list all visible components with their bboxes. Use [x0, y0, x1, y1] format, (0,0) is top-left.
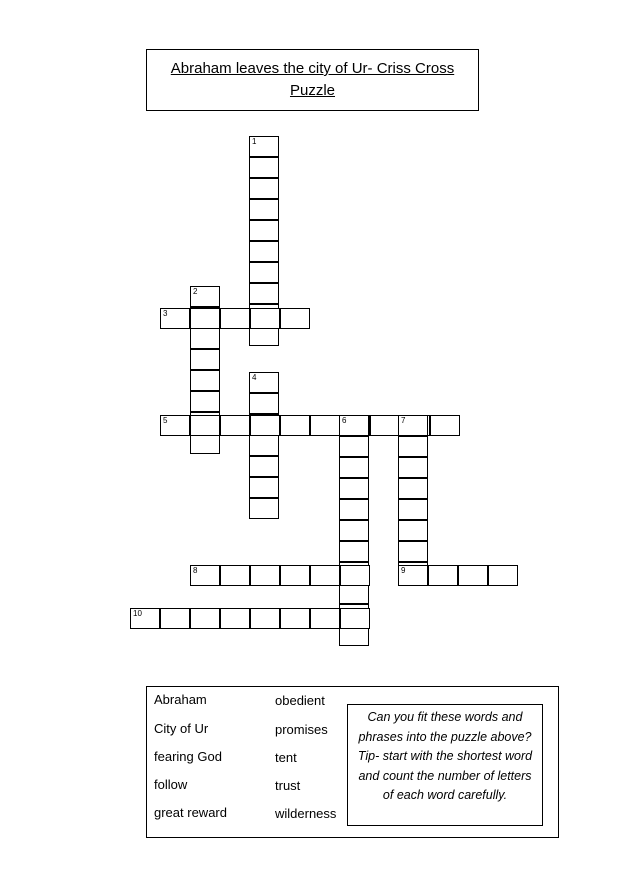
grid-cell[interactable] — [250, 415, 280, 436]
word-bank-item: tent — [275, 750, 297, 765]
grid-cell[interactable] — [398, 520, 428, 541]
grid-cell[interactable] — [160, 308, 190, 329]
grid-cell[interactable] — [339, 499, 369, 520]
grid-cell[interactable] — [339, 457, 369, 478]
grid-cell[interactable] — [339, 436, 369, 457]
grid-cell[interactable] — [280, 565, 310, 586]
grid-cell[interactable] — [280, 308, 310, 329]
grid-cell[interactable] — [220, 608, 250, 629]
grid-cell[interactable] — [249, 498, 279, 519]
clue-number: 1 — [252, 137, 257, 146]
grid-cell[interactable] — [370, 415, 400, 436]
grid-cell[interactable] — [398, 436, 428, 457]
tip-text: Can you fit these words and phrases into the puzzle above? Tip- start with the shortest word and count the number of letters of each word carefully. — [347, 704, 543, 826]
grid-cell[interactable] — [339, 520, 369, 541]
word-bank-item: promises — [275, 722, 328, 737]
grid-cell[interactable] — [249, 435, 279, 456]
grid-cell[interactable] — [249, 456, 279, 477]
grid-cell[interactable] — [190, 433, 220, 454]
word-bank-item: follow — [154, 777, 188, 792]
clue-number: 6 — [342, 416, 347, 425]
grid-cell[interactable] — [250, 608, 280, 629]
grid-cell[interactable] — [190, 391, 220, 412]
grid-cell[interactable] — [339, 415, 369, 436]
clue-number: 8 — [193, 566, 198, 575]
grid-cell[interactable] — [398, 541, 428, 562]
grid-cell[interactable] — [280, 415, 310, 436]
grid-cell[interactable] — [249, 262, 279, 283]
grid-cell[interactable] — [488, 565, 518, 586]
grid-cell[interactable] — [398, 457, 428, 478]
grid-cell[interactable] — [190, 608, 220, 629]
grid-cell[interactable] — [249, 477, 279, 498]
grid-cell[interactable] — [310, 415, 340, 436]
grid-cell[interactable] — [398, 478, 428, 499]
word-bank-item: great reward — [154, 805, 227, 820]
grid-cell[interactable] — [249, 199, 279, 220]
word-bank-item: trust — [275, 778, 301, 793]
grid-cell[interactable] — [340, 565, 370, 586]
grid-cell[interactable] — [190, 415, 220, 436]
grid-cell[interactable] — [190, 286, 220, 307]
clue-number: 2 — [193, 287, 198, 296]
grid-cell[interactable] — [220, 565, 250, 586]
clue-number: 10 — [133, 609, 142, 618]
word-bank-item: Abraham — [154, 692, 207, 707]
grid-cell[interactable] — [398, 565, 428, 586]
clue-number: 7 — [401, 416, 406, 425]
grid-cell[interactable] — [160, 608, 190, 629]
grid-cell[interactable] — [428, 565, 458, 586]
grid-cell[interactable] — [190, 370, 220, 391]
grid-cell[interactable] — [249, 393, 279, 414]
grid-cell[interactable] — [190, 328, 220, 349]
grid-cell[interactable] — [458, 565, 488, 586]
clue-number: 9 — [401, 566, 406, 575]
grid-cell[interactable] — [250, 565, 280, 586]
puzzle-title: Abraham leaves the city of Ur- Criss Cross Puzzle — [146, 49, 479, 111]
clue-number: 5 — [163, 416, 168, 425]
grid-cell[interactable] — [249, 283, 279, 304]
grid-cell[interactable] — [430, 415, 460, 436]
grid-cell[interactable] — [249, 372, 279, 393]
word-bank — [146, 686, 559, 838]
grid-cell[interactable] — [160, 415, 190, 436]
grid-cell[interactable] — [280, 608, 310, 629]
grid-cell[interactable] — [190, 308, 220, 329]
grid-cell[interactable] — [249, 178, 279, 199]
grid-cell[interactable] — [249, 157, 279, 178]
word-bank-item: wilderness — [275, 806, 337, 821]
grid-cell[interactable] — [190, 565, 220, 586]
grid-cell[interactable] — [250, 308, 280, 329]
grid-cell[interactable] — [249, 241, 279, 262]
grid-cell[interactable] — [339, 541, 369, 562]
clue-number: 3 — [163, 309, 168, 318]
grid-cell[interactable] — [220, 308, 250, 329]
grid-cell[interactable] — [220, 415, 250, 436]
clue-number: 4 — [252, 373, 257, 382]
word-bank-item: obedient — [275, 693, 325, 708]
grid-cell[interactable] — [339, 583, 369, 604]
grid-cell[interactable] — [398, 499, 428, 520]
grid-cell[interactable] — [249, 136, 279, 157]
word-bank-item: City of Ur — [154, 721, 209, 736]
grid-cell[interactable] — [190, 349, 220, 370]
grid-cell[interactable] — [130, 608, 160, 629]
grid-cell[interactable] — [310, 608, 340, 629]
grid-cell[interactable] — [310, 565, 340, 586]
word-bank-item: fearing God — [154, 749, 222, 764]
grid-cell[interactable] — [339, 478, 369, 499]
grid-cell[interactable] — [340, 608, 370, 629]
grid-cell[interactable] — [398, 415, 428, 436]
grid-cell[interactable] — [249, 220, 279, 241]
